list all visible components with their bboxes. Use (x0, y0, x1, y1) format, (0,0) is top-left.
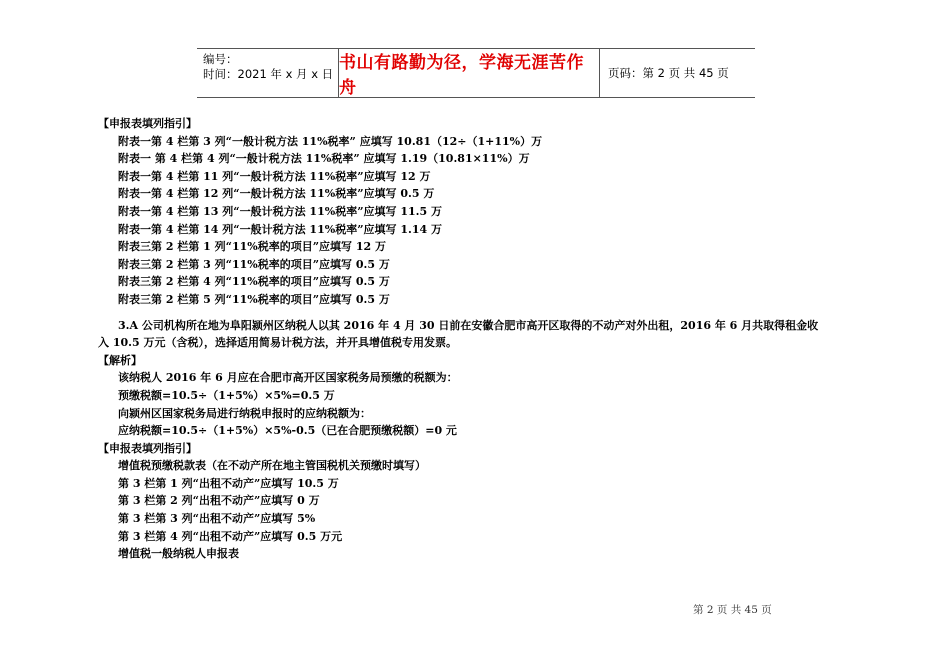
text-line: 附表一第 4 栏第 3 列“一般计税方法 11%税率” 应填写 10.81（12÷（1+11%）万 (118, 134, 543, 148)
text-line: 【解析】 (98, 353, 142, 367)
text-line: 附表一第 4 栏第 14 列“一般计税方法 11%税率”应填写 1.14 万 (118, 222, 442, 236)
text-line: 第 3 栏第 3 列“出租不动产”应填写 5% (118, 512, 316, 526)
text-line: 附表三第 2 栏第 5 列“11%税率的项目”应填写 0.5 万 (118, 292, 390, 306)
text-line: 应纳税额=10.5÷（1+5%）×5%-0.5（已在合肥预缴税额）=0 元 (118, 424, 457, 438)
paragraph-gap (98, 309, 858, 317)
time-label: 时间：2021 年 x 月 x 日 (203, 67, 334, 81)
text-line: 向颍州区国家税务局进行纳税申报时的应纳税额为： (118, 406, 371, 420)
text-line: 附表一第 4 栏第 11 列“一般计税方法 11%税率”应填写 12 万 (118, 169, 431, 183)
text-line: 【申报表填列指引】 (98, 441, 197, 455)
text-line: 附表三第 2 栏第 3 列“11%税率的项目”应填写 0.5 万 (118, 257, 390, 271)
text-line: 增值税一般纳税人申报表 (118, 547, 239, 561)
header-motto: 书山有路勤为径，学海无涯苦作舟 (339, 49, 600, 97)
text-line: 预缴税额=10.5÷（1+5%）×5%=0.5 万 (118, 388, 335, 402)
id-label: 编号： (203, 52, 238, 66)
document-body (98, 115, 858, 563)
text-line: 第 3 栏第 1 列“出租不动产”应填写 10.5 万 (118, 476, 339, 490)
text-line: 附表一第 4 栏第 12 列“一般计税方法 11%税率”应填写 0.5 万 (118, 187, 435, 201)
text-line: 附表三第 2 栏第 4 列“11%税率的项目”应填写 0.5 万 (118, 275, 390, 289)
text-line: 入 10.5 万元（含税），选择适用简易计税方法，并开具增值税专用发票。 (98, 336, 457, 350)
text-line: 第 3 栏第 2 列“出租不动产”应填写 0 万 (118, 494, 320, 508)
text-line: 附表三第 2 栏第 1 列“11%税率的项目”应填写 12 万 (118, 240, 387, 254)
header-page-info: 页码：第 2 页 共 45 页 (608, 66, 729, 80)
text-line: 3.A 公司机构所在地为阜阳颍州区纳税人以其 2016 年 4 月 30 日前在安徽合肥市高开区取得的不动产对外出租，2016 年 6 月共取得租金收 (118, 318, 819, 332)
page-header (197, 48, 755, 98)
text-line: 附表一第 4 栏第 13 列“一般计税方法 11%税率”应填写 11.5 万 (118, 204, 442, 218)
text-line: 增值税预缴税款表（在不动产所在地主管国税机关预缴时填写） (118, 459, 426, 473)
text-line: 附表一 第 4 栏第 4 列“一般计税方法 11%税率” 应填写 1.19（10.81×11%）万 (118, 152, 530, 166)
page-footer: 第 2 页 共 45 页 (693, 604, 772, 616)
text-line: 【申报表填列指引】 (98, 117, 197, 130)
header-meta (197, 49, 339, 97)
text-line: 第 3 栏第 4 列“出租不动产”应填写 0.5 万元 (118, 529, 343, 543)
text-line: 该纳税人 2016 年 6 月应在合肥市高开区国家税务局预缴的税额为： (118, 371, 458, 385)
